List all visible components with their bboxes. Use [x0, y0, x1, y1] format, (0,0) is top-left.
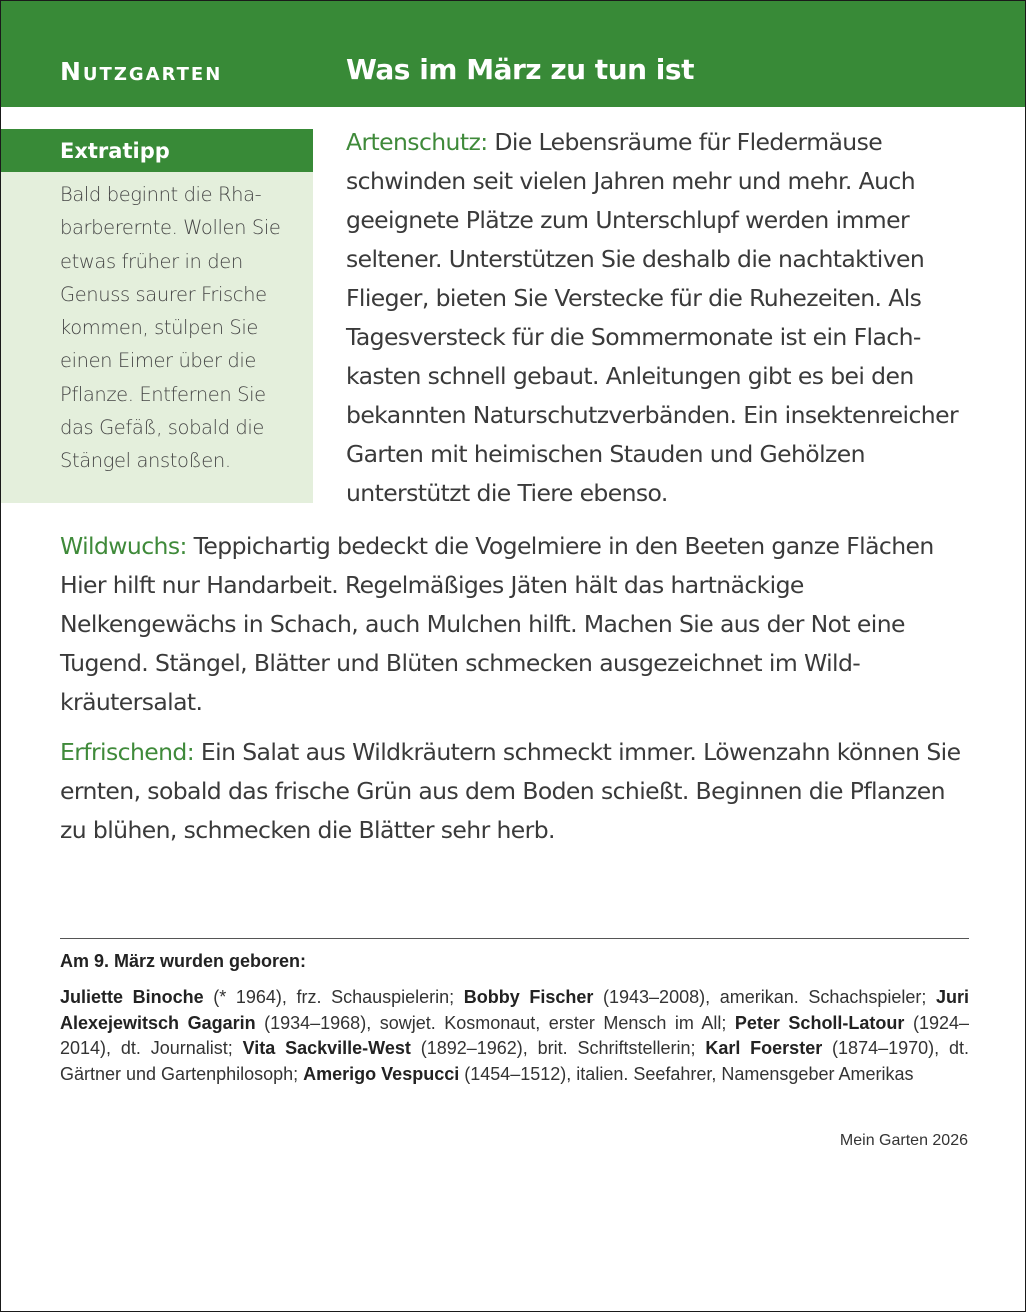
person-name: Vita Sackville-West — [242, 1038, 411, 1058]
paragraph-text: Teppichartig bedeckt die Vogelmiere in den Beeten ganze Flächen Hier hilft nur Handarbeit. Regelmäßiges Jäten hält das hartnäckige Nelkengewächs in Schach, auch Mulchen hilft. Machen Sie aus der Not eine Tugend. Stängel, Blätter und Blüten schmecken ausgezeichnet im Wildkräutersalat. — [60, 532, 934, 716]
tip-line: Genuss saurer Frische — [60, 282, 267, 306]
person-name: Juliette Binoche — [60, 987, 204, 1007]
person-name: Karl Foerster — [705, 1038, 823, 1058]
extratipp-heading: Extratipp — [1, 129, 313, 172]
paragraph-text: Ein Salat aus Wildkräutern schmeckt immer. Löwenzahn können Sie ernten, sobald das frische Grün aus dem Boden schießt. Beginnen die Pflanzen zu blühen, schmecken die Blätter sehr herb. — [60, 738, 961, 844]
person-info: (1943–2008), amerikan. Schachspieler; — [593, 987, 936, 1007]
section-label: Nutzgarten — [60, 57, 223, 86]
page-title: Was im März zu tun ist — [346, 53, 694, 86]
extratipp-body — [1, 172, 313, 478]
person-info: (1892–1962), brit. Schriftstellerin; — [410, 1038, 706, 1058]
person-info: (* 1964), frz. Schauspielerin; — [203, 987, 464, 1007]
paragraph-text: Die Lebensräume für Fledermäuse schwinden seit vielen Jahren mehr und mehr. Auch geeignete Plätze zum Unterschlupf werden immer seltener. Unterstützen Sie deshalb die nachtaktiven Flieger, bieten Sie Verstecke für die Ruhezeiten. Als Tagesversteck für die Sommermonate ist ein Flachkasten schnell gebaut. Anleitungen gibt es bei den bekannten Naturschutzverbänden. Ein insektenreicher Garten mit heimischen Stauden und Gehölzen unterstützt die Tiere ebenso. — [346, 128, 959, 507]
births-heading: Am 9. März wurden geboren: — [60, 951, 307, 971]
tip-line: Pflanze. Entfernen Sie — [60, 382, 266, 406]
person-name: Peter Scholl-Latour — [734, 1012, 905, 1033]
paragraph-artenschutz — [346, 123, 971, 513]
tip-line: einen Eimer über die — [60, 349, 257, 373]
paragraph-lead: Erfrischend: — [60, 738, 195, 766]
person-info: (1924–2014), dt. Journalist; — [60, 1012, 969, 1058]
paragraph-lead: Wildwuchs: — [60, 532, 187, 560]
tip-line: etwas früher in den — [60, 249, 243, 273]
tip-line: Stängel anstoßen. — [60, 449, 231, 473]
person-name: Juri Alexejewitsch Gagarin — [60, 987, 970, 1033]
extratipp-box — [1, 129, 313, 503]
births-list — [60, 985, 969, 1087]
paragraph-wildwuchs — [60, 527, 975, 722]
person-info: (1934–1968), sowjet. Kosmonaut, erster Mensch im All; — [255, 1012, 735, 1033]
person-info: (1874–1970), dt. Gärtner und Gartenphilosoph; — [60, 1038, 969, 1084]
header-band — [1, 1, 1025, 107]
footer-source: Mein Garten 2026 — [839, 1132, 968, 1149]
paragraph-lead: Artenschutz: — [346, 128, 488, 156]
paragraph-erfrischend — [60, 733, 975, 850]
tip-line: barberernte. Wollen Sie — [60, 216, 281, 240]
section-divider — [60, 938, 969, 939]
person-info: (1454–1512), italien. Seefahrer, Namensgeber Amerikas — [459, 1063, 914, 1084]
tip-line: Bald beginnt die Rha- — [60, 183, 262, 206]
tip-line: das Gefäß, sobald die — [60, 416, 264, 440]
tip-line: kommen, stülpen Sie — [60, 316, 258, 340]
person-name: Bobby Fischer — [463, 987, 594, 1007]
person-name: Amerigo Vespucci — [303, 1063, 460, 1084]
